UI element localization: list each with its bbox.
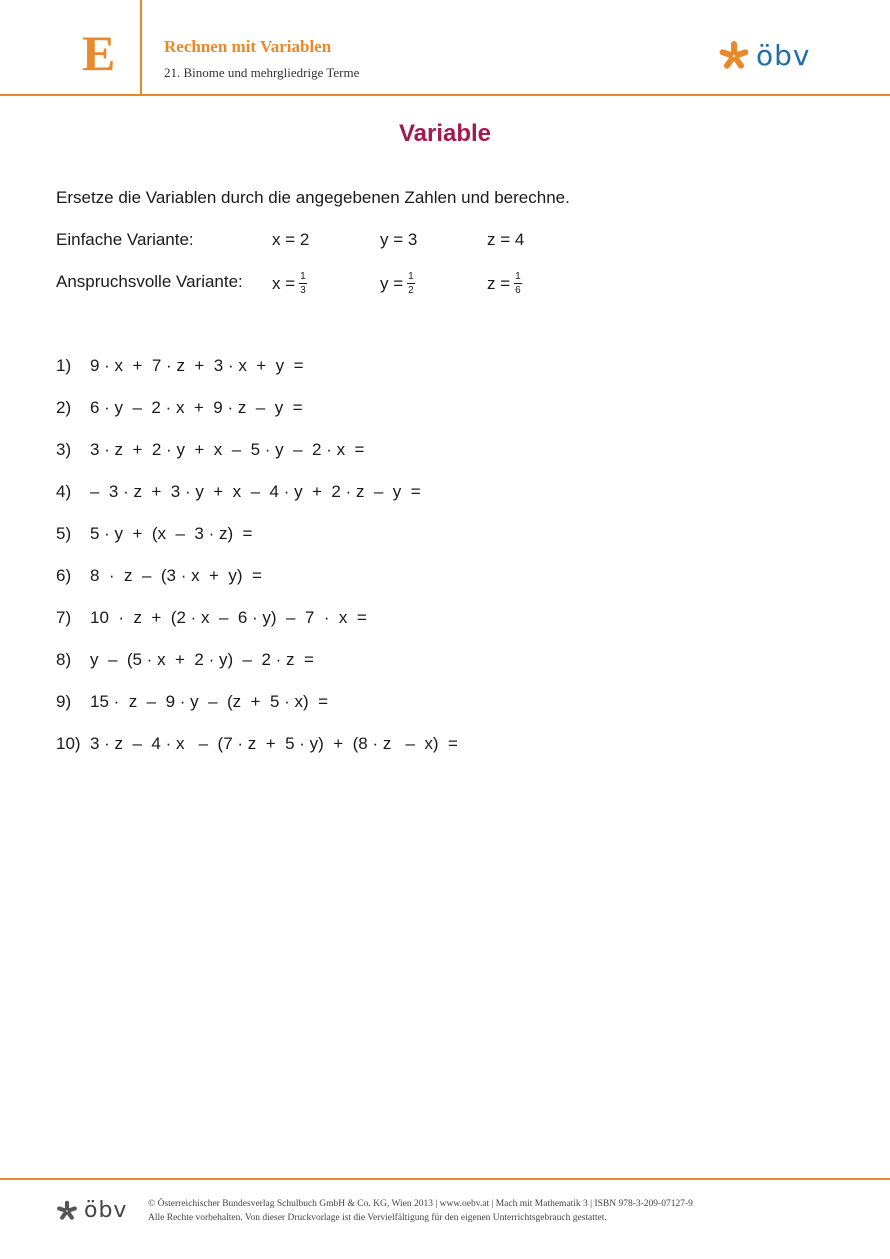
- task-list: [56, 356, 458, 776]
- x-fraction: [299, 272, 307, 296]
- task-item: [56, 566, 458, 608]
- y-prefix: y =: [380, 274, 404, 293]
- fraction-denominator: 3: [300, 285, 306, 296]
- fraction-denominator: 2: [408, 285, 414, 296]
- z-fraction: [514, 272, 522, 296]
- task-item: [56, 356, 458, 398]
- z-value: [487, 272, 522, 296]
- task-item: [56, 692, 458, 734]
- x-value: x = 2: [272, 230, 310, 249]
- y-value: y = 3: [380, 230, 418, 249]
- rights-line: Alle Rechte vorbehalten. Von dieser Druckvorlage ist die Vervielfältigung für den eigenen Unterrichtsgebrauch gestattet.: [148, 1212, 607, 1223]
- task-item: [56, 608, 458, 650]
- obv-star-icon: [718, 40, 750, 72]
- task-expression: 8 · z – (3 · x + y) =: [90, 566, 262, 585]
- task-expression: 10 · z + (2 · x – 6 · y) – 7 · x =: [90, 608, 367, 627]
- task-number: 9): [56, 692, 72, 711]
- variant-label: Anspruchsvolle Variante:: [56, 272, 243, 291]
- chapter-subtitle: 21. Binome und mehrgliedrige Terme: [164, 65, 360, 80]
- page-header: [0, 0, 890, 96]
- y-value: [380, 272, 415, 296]
- logo-text: öbv: [84, 1198, 128, 1223]
- variant-label: Einfache Variante:: [56, 230, 194, 249]
- z-prefix: z =: [487, 274, 511, 293]
- task-expression: 9 · x + 7 · z + 3 · x + y =: [90, 356, 304, 375]
- task-number: 6): [56, 566, 72, 585]
- task-item: [56, 398, 458, 440]
- task-item: [56, 440, 458, 482]
- fraction-numerator: 1: [515, 271, 521, 282]
- task-item: [56, 524, 458, 566]
- fraction-numerator: 1: [408, 271, 414, 282]
- instruction-text: Ersetze die Variablen durch die angegebenen Zahlen und berechne.: [56, 188, 570, 207]
- obv-star-icon: [56, 1200, 78, 1222]
- page-title: Variable: [398, 120, 492, 147]
- task-number: 4): [56, 482, 72, 501]
- task-item: [56, 482, 458, 524]
- footer-divider: [0, 1178, 890, 1180]
- footer-logo: [56, 1200, 127, 1222]
- header-divider: [140, 0, 142, 94]
- fraction-denominator: 6: [515, 285, 521, 296]
- y-fraction: [407, 272, 415, 296]
- obv-logo: [718, 40, 810, 72]
- task-number: 5): [56, 524, 72, 543]
- task-item: [56, 650, 458, 692]
- chapter-title: Rechnen mit Variablen: [164, 37, 332, 56]
- task-expression: 15 · z – 9 · y – (z + 5 · x) =: [90, 692, 329, 711]
- task-expression: 3 · z + 2 · y + x – 5 · y – 2 · x =: [90, 440, 365, 459]
- logo-text: öbv: [756, 39, 811, 72]
- x-value: [272, 272, 307, 296]
- task-number: 8): [56, 650, 72, 669]
- task-expression: – 3 · z + 3 · y + x – 4 · y + 2 · z – y =: [90, 482, 421, 501]
- x-prefix: x =: [272, 274, 296, 293]
- task-item: [56, 734, 458, 776]
- task-number: 3): [56, 440, 72, 459]
- task-number: 7): [56, 608, 72, 627]
- task-number: 10): [56, 734, 81, 753]
- copyright-line: © Österreichischer Bundesverlag Schulbuch GmbH & Co. KG, Wien 2013 | www.oebv.at | Mach mit Mathematik 3 | ISBN 978-3-209-07127-9: [148, 1199, 693, 1209]
- task-expression: 6 · y – 2 · x + 9 · z – y =: [90, 398, 303, 417]
- task-number: 1): [56, 356, 72, 375]
- task-expression: 3 · z – 4 · x – (7 · z + 5 · y) + (8 · z – x) =: [90, 734, 458, 753]
- chapter-letter: E: [82, 25, 116, 81]
- task-number: 2): [56, 398, 72, 417]
- fraction-numerator: 1: [300, 271, 306, 282]
- footer-copyright: [148, 1198, 693, 1226]
- task-expression: 5 · y + (x – 3 · z) =: [90, 524, 253, 543]
- task-expression: y – (5 · x + 2 · y) – 2 · z =: [90, 650, 314, 669]
- z-value: z = 4: [487, 230, 525, 249]
